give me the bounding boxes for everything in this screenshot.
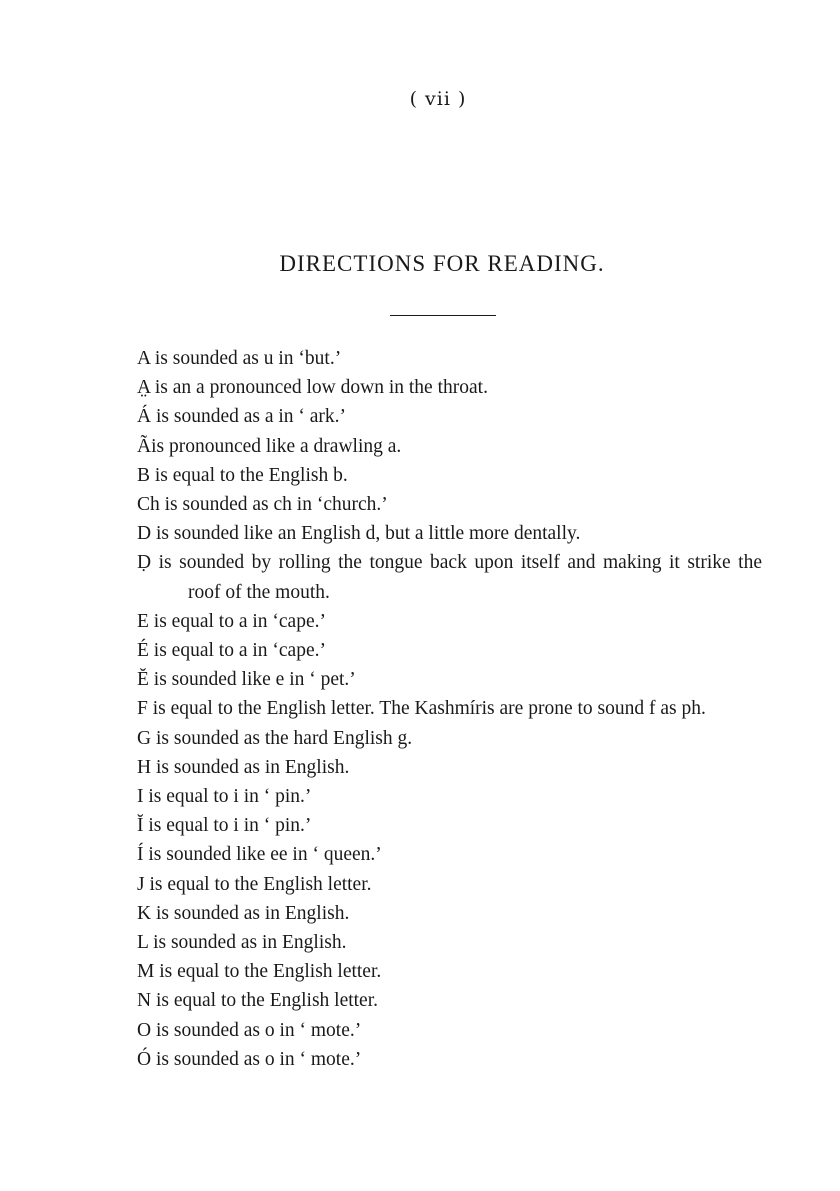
entry-text: is an a pronounced low down in the throat. [150, 377, 488, 399]
entry-text: is equal to the English letter. The Kashmíris are prone to sound f as ph. [147, 698, 706, 720]
entry-text: is equal to i in ‘ pin.’ [143, 786, 312, 808]
entry-letter: D [137, 523, 152, 545]
list-item [137, 1045, 762, 1074]
list-item [137, 490, 762, 519]
list-item [137, 811, 762, 840]
entry-text: is sounded like an English d, but a little more dentally. [151, 523, 581, 545]
entry-text: is sounded as u in ‘but.’ [150, 348, 342, 369]
entry-letter: É [137, 640, 149, 662]
list-item [137, 1016, 762, 1045]
entry-letter: Ã [137, 435, 152, 457]
list-item [137, 607, 762, 636]
entry-text: is equal to the English letter. [151, 990, 379, 1012]
entry-text: is equal to a in ‘cape.’ [148, 610, 326, 632]
page-title: DIRECTIONS FOR READING. [279, 251, 605, 276]
entry-letter: G [137, 727, 152, 749]
list-item [137, 665, 762, 694]
entry-text: is equal to i in ‘ pin.’ [143, 815, 312, 837]
entry-letter: Ch [137, 494, 160, 516]
list-item [137, 986, 762, 1015]
list-item [137, 519, 762, 548]
list-item [137, 432, 762, 461]
entry-letter: H [137, 756, 152, 778]
entry-letter: K [137, 902, 152, 924]
list-item [137, 724, 762, 753]
entry-text: is sounded as in English. [151, 902, 350, 924]
entry-letter: O [137, 1019, 152, 1041]
list-item [137, 957, 762, 986]
list-item [137, 636, 762, 665]
entry-text: is equal to the English letter. [154, 961, 382, 983]
entry-letter: J [137, 873, 145, 895]
entry-text: is sounded like e in ‘ pet.’ [148, 669, 356, 691]
list-item [137, 402, 762, 431]
entry-letter: A [137, 348, 151, 369]
list-item [137, 928, 762, 957]
entry-letter: B [137, 464, 151, 486]
entry-letter: Ó [137, 1048, 152, 1070]
list-item [137, 461, 762, 490]
entry-letter: Ĭ [137, 815, 144, 837]
entry-text: is pronounced like a drawling a. [151, 435, 402, 457]
list-item [137, 782, 762, 811]
list-item [137, 548, 762, 606]
entry-letter: E [137, 610, 149, 632]
entry-text: is equal to a in ‘cape.’ [148, 640, 326, 662]
entry-letter: L [137, 932, 149, 954]
pronunciation-list [137, 344, 762, 1074]
entry-letter: N [137, 990, 152, 1012]
entry-letter: I [137, 786, 144, 808]
entry-letter: M [137, 961, 155, 983]
entry-text: is sounded as the hard English g. [151, 727, 413, 749]
entry-letter: F [137, 698, 148, 720]
entry-letter: Ĕ [137, 669, 149, 691]
entry-text: is equal to the English letter. [144, 873, 372, 895]
list-item [137, 753, 762, 782]
entry-letter: Á [137, 406, 152, 428]
entry-text: is sounded as ch in ‘church.’ [159, 494, 388, 516]
list-item [137, 840, 762, 869]
entry-text: is equal to the English b. [150, 464, 348, 486]
list-item [137, 899, 762, 928]
entry-text: is sounded as in English. [148, 932, 347, 954]
list-item [137, 870, 762, 899]
list-item [137, 694, 762, 723]
entry-text: is sounded as a in ‘ ark.’ [151, 406, 347, 428]
entry-text: is sounded by rolling the tongue back upon itself and making it strike the roof of the mouth. [151, 552, 762, 603]
entry-text: is sounded as in English. [151, 756, 350, 778]
entry-letter: Ḍ [137, 552, 152, 574]
list-item [137, 344, 762, 373]
title-rule [390, 315, 496, 316]
entry-text: is sounded like ee in ‘ queen.’ [143, 844, 382, 866]
list-item [137, 373, 762, 402]
entry-text: is sounded as o in ‘ mote.’ [151, 1048, 362, 1070]
entry-letter: A̤ [137, 377, 151, 399]
entry-letter: Í [137, 844, 144, 866]
entry-text: is sounded as o in ‘ mote.’ [151, 1019, 362, 1041]
page-number: ( vii ) [409, 88, 467, 110]
